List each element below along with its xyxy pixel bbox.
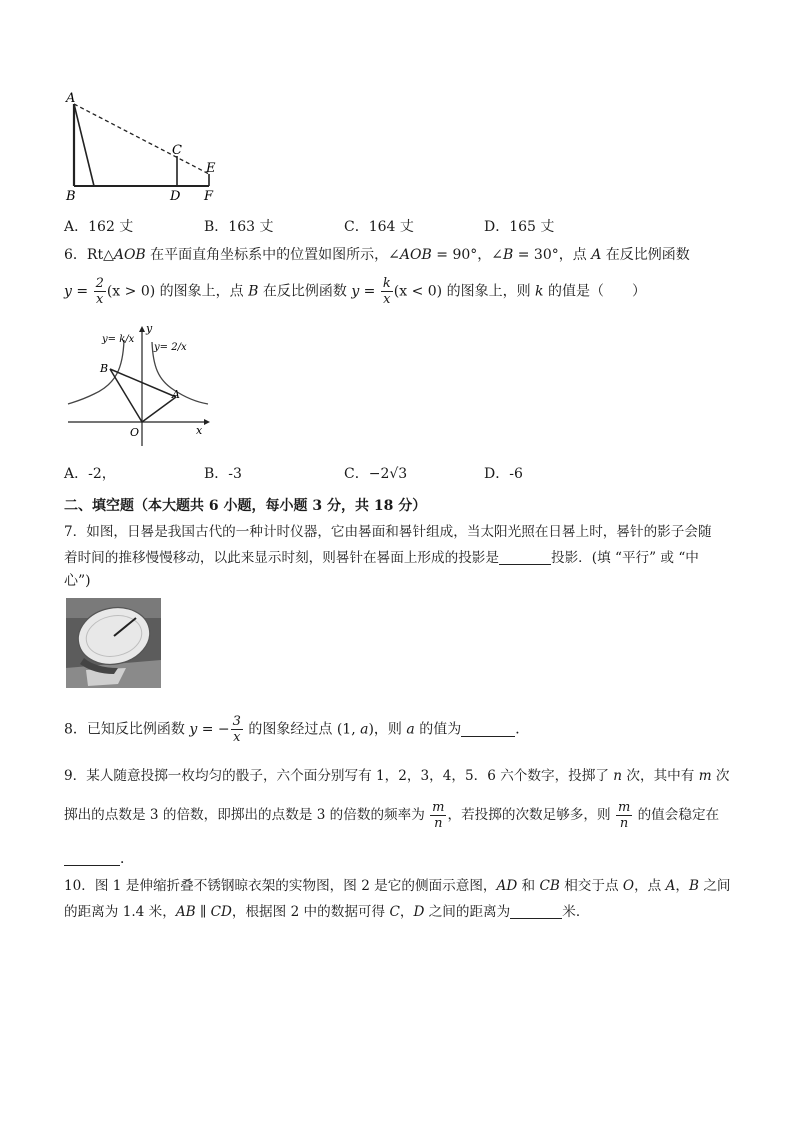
label-a: A bbox=[66, 91, 76, 106]
graph-label-left-fn: y= k/x bbox=[102, 334, 135, 345]
label-d: D bbox=[170, 189, 181, 204]
question-6-graph bbox=[64, 318, 214, 450]
segment-ob bbox=[110, 369, 142, 422]
segment-a-ground bbox=[74, 104, 94, 186]
q6-option-c: C．−2√3 bbox=[344, 466, 408, 482]
q8-line: 8．已知反比例函数 y = − $\frac{3}{x}$ 的图象经过点 (1, a)，则 a 的值为 ． bbox=[64, 714, 530, 745]
q5-option-d: D．165 丈 bbox=[484, 219, 555, 235]
graph-label-o: O bbox=[130, 426, 140, 439]
label-c: C bbox=[172, 143, 182, 158]
graph-label-b: B bbox=[100, 362, 109, 375]
label-b: B bbox=[66, 189, 76, 204]
q6-line-2: y = $\frac{2}{x}$ (x > 0) 的图象上，点 B 在反比例函数 y = $\frac{k}{x}$ (x < 0) 的图象上，则 k 的值是（ ） bbox=[64, 276, 646, 307]
q6-option-d: D．-6 bbox=[484, 466, 523, 482]
q7-line-2: 着时间的推移慢慢移动，以此来显示时刻，则晷针在晷面上形成的投影是 投影．(填 “平行” 或 “中 bbox=[64, 550, 699, 566]
graph-label-a: A bbox=[172, 388, 180, 401]
q9-line-2: 掷出的点数是 3 的倍数，即掷出的点数是 3 的倍数的频率为 $\frac{m}{n}$ ，若投掷的次数足够多，则 $\frac{m}{n}$ 的值会稳定在 bbox=[64, 800, 720, 831]
q5-option-c: C．164 丈 bbox=[344, 219, 414, 235]
graph-label-right-fn: y= 2/x bbox=[154, 342, 187, 353]
q10-line-1: 10．图 1 是伸缩折叠不锈钢晾衣架的实物图，图 2 是它的侧面示意图，AD 和 CB 相交于点 O，点 A，B 之间 bbox=[64, 878, 731, 894]
q7-answer-blank[interactable] bbox=[499, 550, 551, 565]
x-axis-arrow bbox=[204, 419, 210, 425]
q9-line-3: ． bbox=[64, 848, 134, 868]
segment-oa bbox=[142, 397, 176, 422]
q5-option-a: A．162 丈 bbox=[64, 219, 134, 235]
label-f: F bbox=[204, 189, 214, 204]
graph-label-y: y bbox=[146, 322, 153, 335]
graph-label-x: x bbox=[196, 424, 203, 437]
q7-line-3: 心”) bbox=[64, 573, 91, 589]
label-e: E bbox=[206, 161, 216, 176]
q6-option-a: A．-2， bbox=[64, 466, 116, 482]
section-fill-in-blanks-title: 二、填空题（本大题共 6 小题，每小题 3 分，共 18 分） bbox=[64, 498, 427, 514]
question-5-figure bbox=[62, 90, 232, 205]
y-axis-arrow bbox=[139, 326, 145, 332]
q9-answer-blank[interactable] bbox=[64, 851, 120, 866]
sundial-photo bbox=[66, 598, 161, 688]
q6-line-1: 6．Rt△AOB 在平面直角坐标系中的位置如图所示，∠AOB = 90°，∠B = 30°，点 A 在反比例函数 bbox=[64, 247, 690, 263]
q7-line-1: 7．如图，日晷是我国古代的一种计时仪器，它由晷面和晷针组成，当太阳光照在日晷上时，晷针的影子会随 bbox=[64, 524, 712, 540]
dashed-sightline bbox=[74, 104, 209, 174]
q8-answer-blank[interactable] bbox=[461, 722, 515, 737]
q10-answer-blank[interactable] bbox=[510, 904, 562, 919]
q9-line-1: 9．某人随意投掷一枚均匀的骰子，六个面分别写有 1，2，3，4，5．6 六个数字，投掷了 n 次，其中有 m 次 bbox=[64, 768, 730, 784]
q10-line-2: 的距离为 1.4 米，AB ∥ CD，根据图 2 中的数据可得 C，D 之间的距离为 米． bbox=[64, 904, 590, 920]
q6-option-b: B．-3 bbox=[204, 466, 242, 482]
q5-option-b: B．163 丈 bbox=[204, 219, 274, 235]
